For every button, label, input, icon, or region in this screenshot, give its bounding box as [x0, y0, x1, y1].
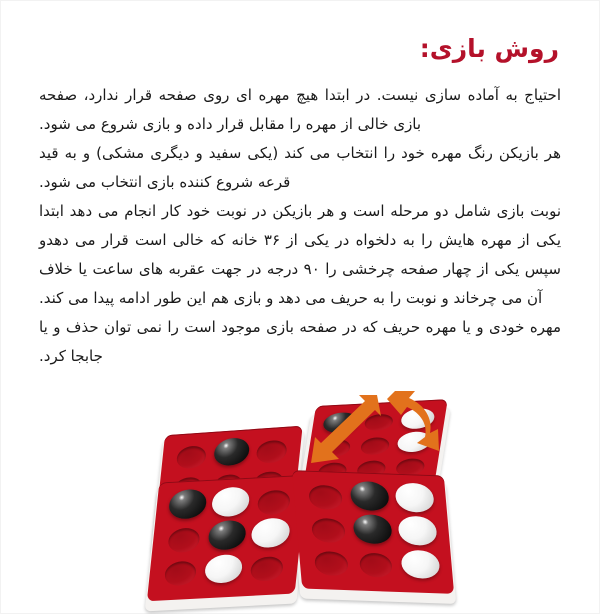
hole-icon [175, 445, 206, 470]
cell [319, 412, 361, 438]
cell [358, 410, 400, 436]
quadrant-bottom-left [147, 475, 307, 602]
hole-icon [314, 551, 348, 576]
marble-white [394, 482, 435, 512]
hole-icon [163, 561, 197, 587]
cell [169, 440, 213, 474]
hole-icon [360, 437, 391, 455]
cell [397, 549, 444, 584]
cell [209, 437, 253, 471]
cell [200, 554, 247, 590]
instructions-body [39, 81, 561, 371]
quadrant-bottom-right [292, 470, 454, 594]
paragraph-4: مهره خودی و یا مهره حریف که در صفحه بازی موجود است را نمی توان حذف و یا جابجا کرد. [39, 318, 561, 365]
marble-black [322, 411, 358, 433]
cell [354, 433, 396, 459]
cell [349, 515, 396, 550]
cell [160, 522, 207, 558]
paragraph-2: هر بازیکن رنگ مهره خود را انتخاب می کند (یکی سفید و دیگری مشکی) و به قید قرعه شروع کننده بازی انتخاب می شود. [39, 144, 561, 191]
marble-black [213, 437, 251, 466]
marble-white [397, 516, 438, 546]
marble-white [400, 549, 441, 579]
hole-icon [311, 518, 345, 543]
hole-icon [363, 413, 394, 431]
paragraph-1: احتیاج به آماده سازی نیست. در ابتدا هیچ مهره ای روی صفحه قرار ندارد، صفحه بازی خالی از مهره را مقابل قرار داده و بازی شروع می شود. [39, 86, 561, 133]
paragraph-3: نوبت بازی شامل دو مرحله است و هر بازیکن در نوبت خود کار انجام می دهد ابتدا یکی از مهره هایش را به دلخواه در یکی از ۳۶ خانه که خالی است قرار می دهدو سپس یکی از چهار صفحه چرخشی را ۹۰ درجه در جهت عقربه های ساعت یا خلاف آن می چرخاند و نوبت را به حریف می دهد و بازی هم این طور ادامه پیدا می کند. [39, 202, 562, 307]
cell [352, 548, 399, 583]
marble-black [352, 514, 393, 544]
cell [396, 408, 438, 434]
marble-white [211, 486, 251, 517]
product-photo [149, 393, 455, 569]
marble-black [167, 488, 207, 519]
page-title: روش بازی: [419, 34, 559, 63]
hole-icon [257, 489, 291, 515]
cell [302, 480, 349, 515]
hole-icon [308, 484, 342, 509]
hole-icon [167, 527, 201, 553]
cell [243, 551, 290, 587]
cell [207, 486, 254, 522]
cell [204, 520, 251, 556]
marble-white [250, 518, 290, 549]
cell [394, 516, 441, 551]
hole-icon [250, 556, 284, 582]
marble-white [204, 554, 244, 585]
cell [346, 481, 393, 516]
cell [247, 518, 294, 554]
hole-icon [256, 439, 287, 464]
cell [305, 513, 352, 548]
cell [157, 556, 204, 592]
cell [250, 484, 297, 520]
marble-white [396, 431, 432, 453]
hole-icon [359, 553, 393, 578]
cell [164, 489, 211, 525]
cell [392, 431, 434, 457]
marble-white [399, 407, 435, 429]
cell [315, 435, 357, 461]
hole-icon [321, 439, 352, 457]
cell [250, 435, 294, 469]
cell [391, 483, 438, 518]
cell [308, 546, 355, 581]
marble-black [207, 520, 247, 551]
marble-black [349, 481, 390, 511]
